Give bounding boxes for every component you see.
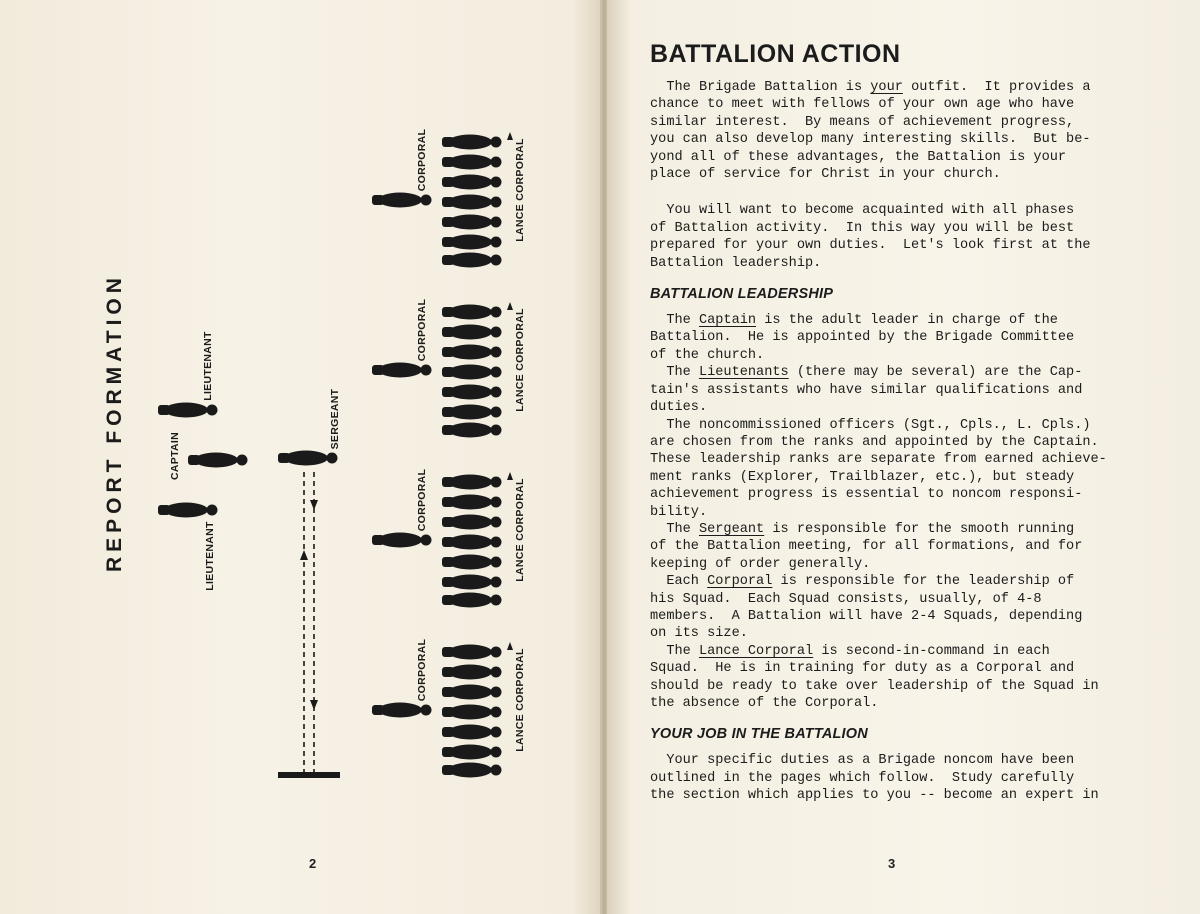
- sergeant-label: SERGEANT: [329, 388, 341, 450]
- squad-1: [372, 132, 513, 268]
- lance-corporal-label-squad-2: LANCE CORPORAL: [514, 308, 526, 412]
- captain-label: CAPTAIN: [169, 432, 181, 480]
- lieutenant-label-top: LIEUTENANT: [202, 331, 214, 401]
- corporal-label-squad-4: CORPORAL: [416, 638, 428, 702]
- page-number-right: 3: [888, 856, 896, 871]
- corporal-label-squad-2: CORPORAL: [416, 298, 428, 362]
- page-number-left: 2: [309, 856, 317, 871]
- intro-paragraph-2: You will want to become acquainted with all phases of Battalion activity. In this way you will be best prepared for your own duties. Let's look first at the Battalion leadership.: [650, 203, 1091, 271]
- lieutenant-label-bottom: LIEUTENANT: [204, 521, 216, 591]
- corporal-label-squad-1: CORPORAL: [416, 128, 428, 192]
- intro-paragraph-1: The Brigade Battalion is your outfit. It provides a chance to meet with fellows of your own age who have similar interest. By means of achievement progress, you can also develop many interesting skills. But be- yond all of these advantages, the Battalion is your place of service for Christ in your church.: [650, 80, 1091, 183]
- squad-2: [372, 302, 513, 438]
- captain-figure: [188, 453, 248, 468]
- your-job-text: Your specific duties as a Brigade noncom have been outlined in the pages which follow. Study carefully the section which applies to you -- become an expert in: [650, 753, 1099, 804]
- diagram-title: REPORT FORMATION: [103, 273, 126, 572]
- squad-3: [372, 472, 513, 608]
- lance-corporal-label-squad-3: LANCE CORPORAL: [514, 478, 526, 582]
- lance-corporal-label-squad-1: LANCE CORPORAL: [514, 138, 526, 242]
- leadership-text: The Captain is the adult leader in charge of the Battalion. He is appointed by the Brigade Committee of the church. The Lieutenants (there may be several) are the Cap- tain's assistants who have similar qualifications and duties. The noncommissioned officers (Sgt., Cpls., L. Cpls.) are chosen from the ranks and appointed by the Captain. These leadership ranks are separate from earned achieve- ment ranks (Explorer, Trailblazer, etc.), but steady achievement progress is essential to noncom responsi- bility. The Sergeant is responsible for the smooth running of the Battalion meeting, for all formations, and for keeping of order generally. Each Corporal is responsible for the leadership of his Squad. Each Squad consists, usually, of 4-8 members. A Battalion will have 2-4 Squads, depending on its size. The Lance Corporal is second-in-command in each Squad. He is in training for duty as a Corporal and should be ready to take over leadership of the Squad in the absence of the Corporal.: [650, 313, 1107, 711]
- section-heading-leadership: BATTALION LEADERSHIP: [650, 286, 834, 303]
- right-page-content: [650, 40, 1140, 805]
- sergeant-march-path: [278, 472, 340, 778]
- section-heading-your-job: YOUR JOB IN THE BATTALION: [650, 726, 868, 743]
- page-title: BATTALION ACTION: [650, 40, 901, 68]
- squad-4: [372, 642, 513, 778]
- corporal-label-squad-3: CORPORAL: [416, 468, 428, 532]
- lance-corporal-label-squad-4: LANCE CORPORAL: [514, 648, 526, 752]
